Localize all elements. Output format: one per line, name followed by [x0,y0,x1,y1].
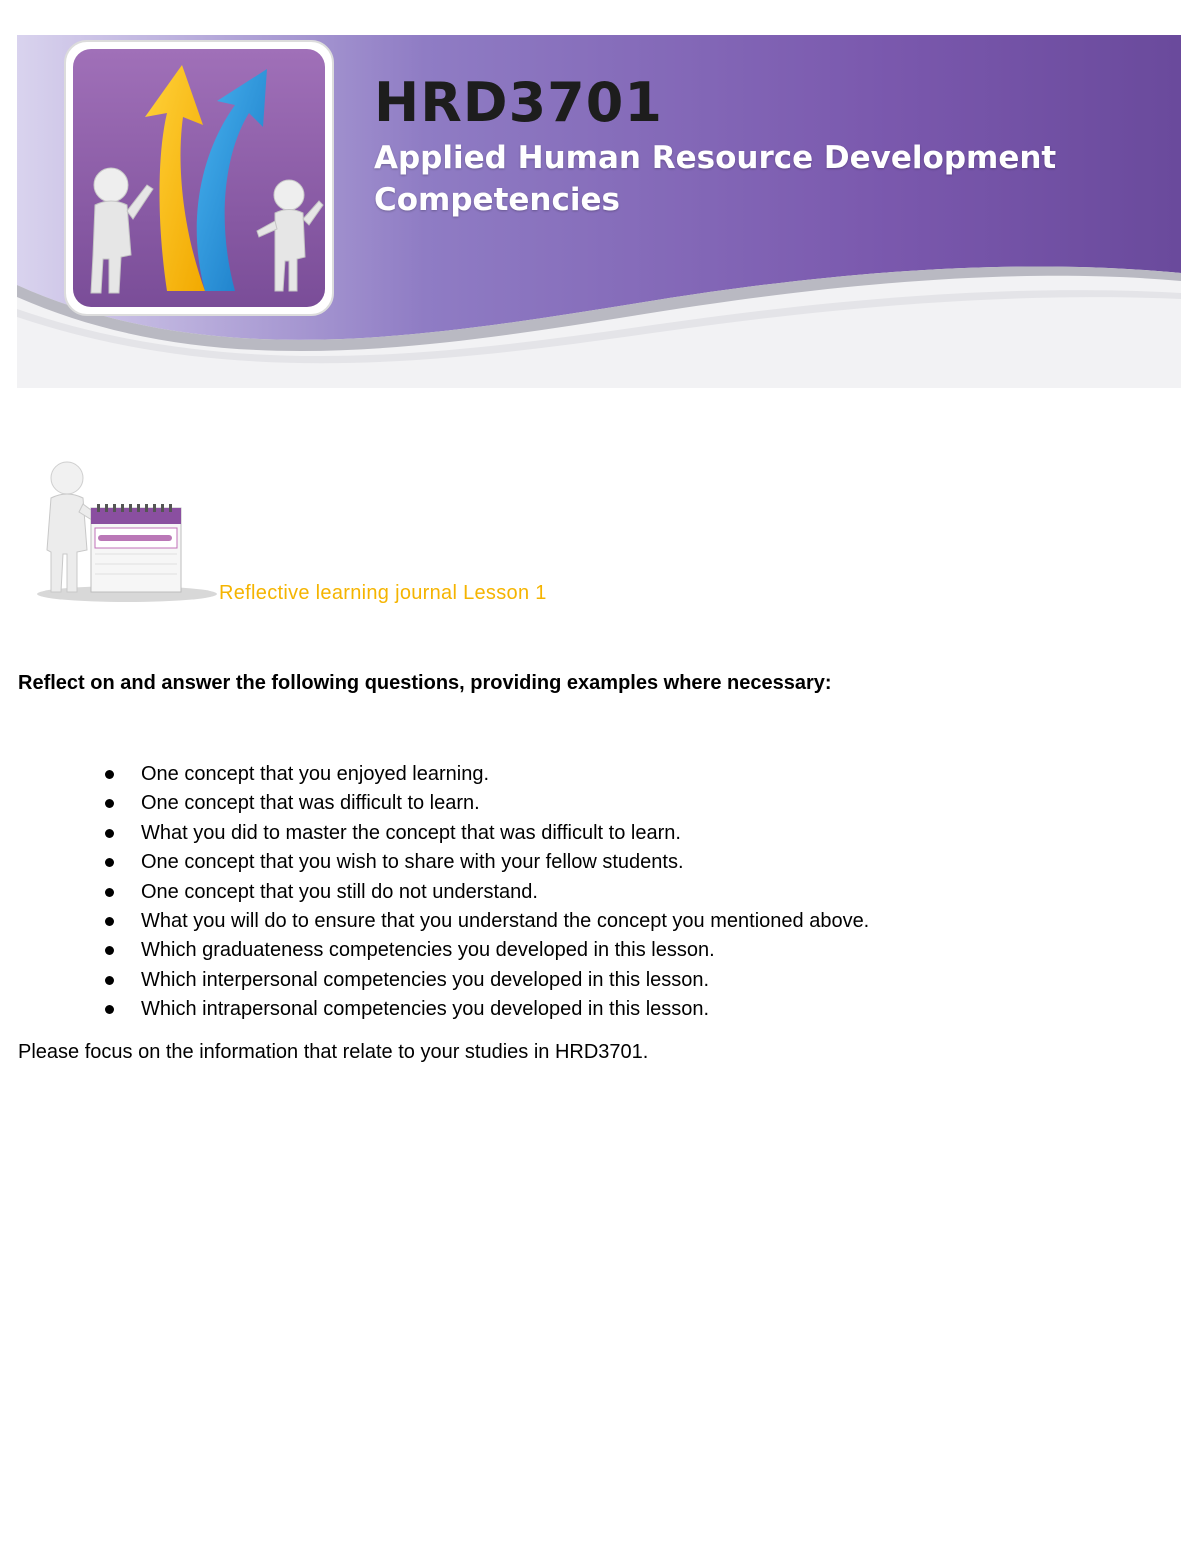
closing-note: Please focus on the information that relate to your studies in HRD3701. [18,1041,649,1063]
list-item: One concept that you enjoyed learning. [100,760,869,789]
journal-calendar-figure-icon [17,458,220,603]
course-code: HRD3701 [374,71,663,134]
course-banner [17,35,1181,388]
question-list [100,760,869,1025]
instruction-heading: Reflect on and answer the following questions, providing examples where necessary: [18,672,832,694]
list-item: One concept that was difficult to learn. [100,789,869,818]
list-item: Which interpersonal competencies you developed in this lesson. [100,966,869,995]
list-item: One concept that you wish to share with your fellow students. [100,848,869,877]
list-item: What you did to master the concept that was difficult to learn. [100,819,869,848]
list-item: What you will do to ensure that you understand the concept you mentioned above. [100,907,869,936]
list-item: Which intrapersonal competencies you developed in this lesson. [100,995,869,1024]
list-item: One concept that you still do not understand. [100,878,869,907]
course-name: Applied Human Resource Development Competencies [374,140,1057,218]
banner-text [374,73,1154,221]
journal-title: Reflective learning journal Lesson 1 [219,582,547,604]
logo-tile [65,41,333,315]
list-item: Which graduateness competencies you developed in this lesson. [100,936,869,965]
